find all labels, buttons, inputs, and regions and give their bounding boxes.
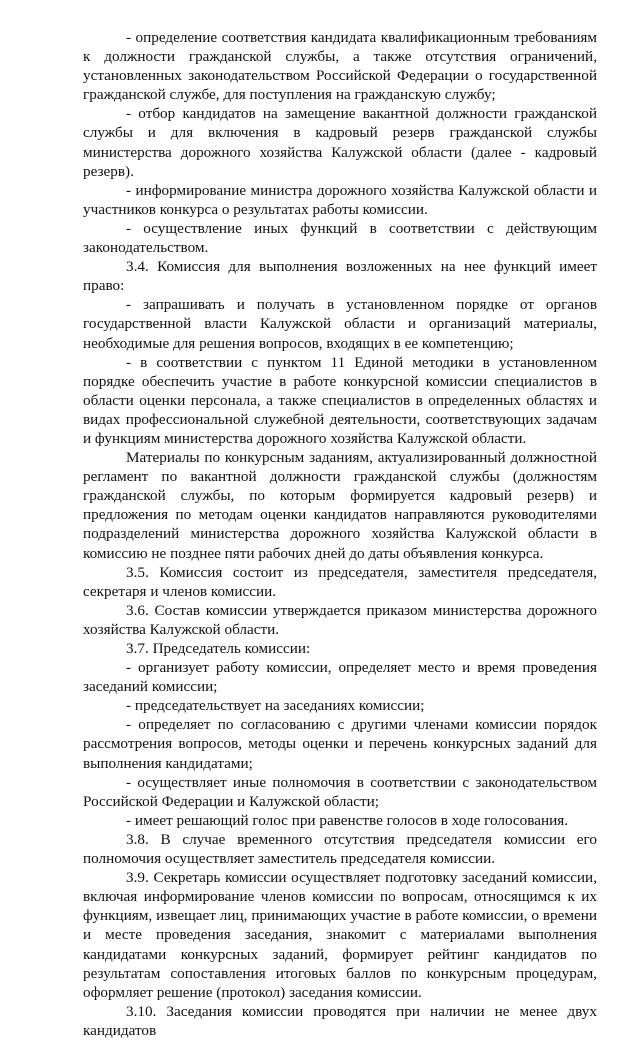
paragraph-5: 3.4. Комиссия для выполнения возложенных на нее функций имеет право: xyxy=(83,258,597,295)
paragraph-15: - осуществляет иные полномочия в соответствии с законодательством Российской Федерации и Калужской области; xyxy=(83,773,597,810)
paragraph-8: Материалы по конкурсным заданиям, актуализированный должностной регламент по вакантной должности гражданской службы (должностям гражданской службы, по которым формируется кадровый резерв) и предложения по методам оценки кандидатов направляются руководителями подразделений министерства дорожного хозяйства Калужской области в комиссию не позднее пяти рабочих дней до даты объявления конкурса. xyxy=(83,449,597,562)
document-body xyxy=(83,28,597,1040)
paragraph-9: 3.5. Комиссия состоит из председателя, заместителя председателя, секретаря и членов комиссии. xyxy=(83,563,597,600)
paragraph-18: 3.9. Секретарь комиссии осуществляет подготовку заседаний комиссии, включая информирование членов комиссии по вопросам, относящимся к их функциям, извещает лиц, принимающих участие в работе комиссии, о времени и месте проведения заседания, знакомит с материалами выполнения кандидатами конкурсных заданий, формирует рейтинг кандидатов по результатам сопоставления итоговых баллов по конкурсным процедурам, оформляет решение (протокол) заседания комиссии. xyxy=(83,869,597,1001)
paragraph-2: - отбор кандидатов на замещение вакантной должности гражданской службы и для включения в кадровый резерв гражданской службы министерства дорожного хозяйства Калужской области (далее - кадровый резерв). xyxy=(83,105,597,180)
paragraph-12: - организует работу комиссии, определяет место и время проведения заседаний комиссии; xyxy=(83,659,597,696)
paragraph-7: - в соответствии с пунктом 11 Единой методики в установленном порядке обеспечить участие в работе конкурсной комиссии специалистов в области оценки персонала, а также специалистов в определенных областях и видах профессиональной служебной деятельности, соответствующих задачам и функциям министерства дорожного хозяйства Калужской области. xyxy=(83,353,597,447)
paragraph-6: - запрашивать и получать в установленном порядке от органов государственной власти Калужской области и организаций материалы, необходимые для решения вопросов, входящих в ее компетенцию; xyxy=(83,296,597,352)
paragraph-4: - осуществление иных функций в соответствии с действующим законодательством. xyxy=(83,219,597,257)
paragraph-3: - информирование министра дорожного хозяйства Калужской области и участников конкурса о результатах работы комиссии. xyxy=(83,181,597,218)
paragraph-11: 3.7. Председатель комиссии: xyxy=(126,640,311,657)
paragraph-19: 3.10. Заседания комиссии проводятся при наличии не менее двух кандидатов xyxy=(83,1002,597,1039)
paragraph-14: - определяет по согласованию с другими членами комиссии порядок рассмотрения вопросов, методы оценки и перечень конкурсных заданий для выполнения кандидатами; xyxy=(83,716,597,772)
paragraph-13: - председательствует на заседаниях комиссии; xyxy=(126,697,425,715)
paragraph-1: - определение соответствия кандидата квалификационным требованиям к должности гражданской службы, а также отсутствия ограничений, установленных законодательством Российской Федерации о государственной гражданской службе, для поступления на гражданскую службу; xyxy=(83,29,597,104)
paragraph-17: 3.8. В случае временного отсутствия председателя комиссии его полномочия осуществляет заместитель председателя комиссии. xyxy=(83,830,597,868)
paragraph-16: - имеет решающий голос при равенстве голосов в ходе голосования. xyxy=(126,811,569,829)
paragraph-10: 3.6. Состав комиссии утверждается приказом министерства дорожного хозяйства Калужской области. xyxy=(83,601,597,638)
